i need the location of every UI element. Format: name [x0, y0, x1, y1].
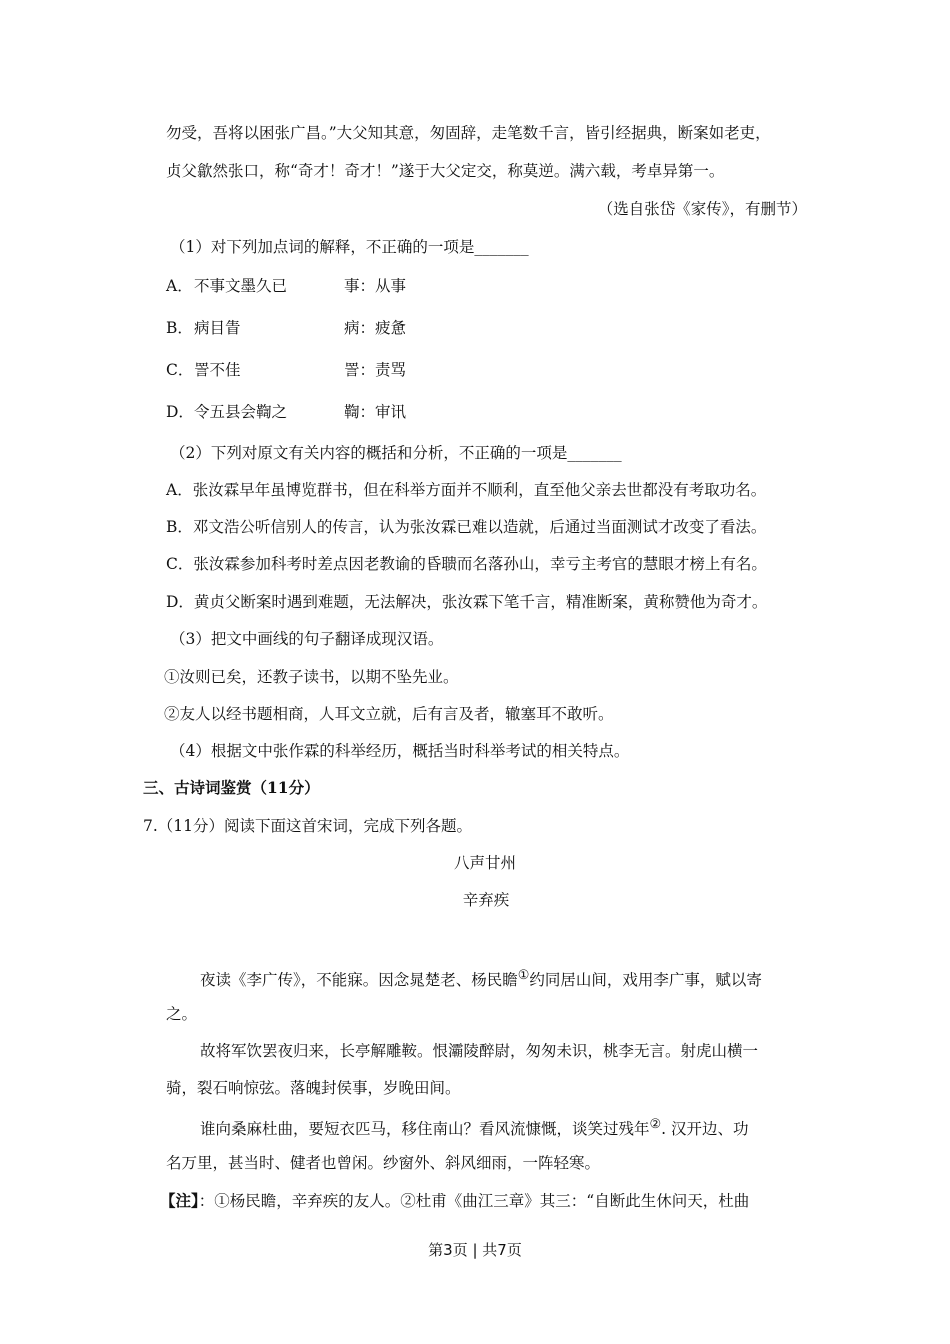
option-letter: D．: [166, 403, 194, 421]
poem-title: 八声甘州: [453, 854, 516, 872]
question-1-stem: （1）对下列加点词的解释，不正确的一项是_______: [170, 238, 529, 256]
poem-preface-line: 之。: [166, 1005, 198, 1023]
poem-note: [160, 1190, 749, 1212]
option-text: 令五县会鞫之: [194, 403, 288, 421]
preface-text: 夜读《李广传》，不能寐。因念晁楚老、杨民瞻: [200, 971, 518, 990]
option-text: 不事文墨久已: [194, 277, 288, 295]
poem-preface-line: [200, 965, 762, 991]
q3-item-2: ②友人以经书题相商，人耳文立就，后有言及者，辙塞耳不敢听。: [164, 705, 614, 723]
q1-option-b: [166, 317, 406, 339]
q3-item-1: ①汝则已矣，还教子读书，以期不坠先业。: [164, 668, 459, 686]
option-letter: C．: [166, 361, 194, 379]
stanza-text: 谁向桑麻杜曲，要短衣匹马，移住南山？看风流慷慨，谈笑过残年: [200, 1120, 650, 1139]
q1-option-c: [166, 359, 406, 381]
question-3-stem: （3）把文中画线的句子翻译成现汉语。: [170, 630, 444, 648]
footnote-marker: ②: [649, 1117, 662, 1132]
section-heading: 三、古诗词鉴赏（11分）: [143, 778, 320, 797]
page-footer: 第3页 | 共7页: [428, 1241, 522, 1259]
option-text: 病目眚: [194, 319, 241, 337]
q2-option-b: B．邓文浩公听信别人的传言，认为张汝霖已难以造就，后通过当面测试才改变了看法。: [166, 518, 767, 536]
poem-stanza-line: 故将军饮罢夜归来，长亭解雕鞍。恨灞陵醉尉，匆匆未识，桃李无言。射虎山横一: [200, 1042, 759, 1060]
question-4-stem: （4）根据文中张作霖的科举经历，概括当时科举考试的相关特点。: [170, 742, 630, 760]
note-label: 【注】: [160, 1191, 199, 1210]
option-gloss: 病：疲惫: [344, 319, 407, 337]
poem-author: 辛弃疾: [462, 891, 510, 909]
option-text: 詈不佳: [194, 361, 241, 379]
q2-option-d: D．黄贞父断案时遇到难题，无法解决，张汝霖下笔千言，精准断案，黄称赞他为奇才。: [166, 593, 768, 611]
poem-stanza-line: [200, 1114, 748, 1140]
question-2-stem: （2）下列对原文有关内容的概括和分析，不正确的一项是_______: [170, 444, 622, 462]
poem-stanza-line: 名万里，甚当时、健者也曾闲。纱窗外、斜风细雨，一阵轻寒。: [166, 1154, 601, 1172]
passage-line: 贞父歙然张口，称“奇才！奇才！”遂于大父定交，称莫逆。满六载，考卓异第一。: [166, 162, 725, 180]
q2-option-c: C．张汝霖参加科考时差点因老教谕的昏聩而名落孙山，幸亏主考官的慧眼才榜上有名。: [166, 555, 767, 573]
q1-option-d: [166, 401, 406, 423]
poem-stanza-line: 骑，裂石响惊弦。落魄封侯事，岁晚田间。: [166, 1079, 461, 1097]
stanza-text: . 汉开边、功: [661, 1120, 749, 1139]
question-7-stem: 7.（11分）阅读下面这首宋词，完成下列各题。: [143, 817, 473, 835]
option-letter: B．: [166, 319, 193, 337]
passage-line: 勿受，吾将以困张广昌。”大父知其意，匆固辞，走笔数千言，皆引经据典，断案如老吏，: [166, 124, 771, 142]
footnote-marker: ①: [517, 968, 530, 983]
passage-source: （选自张岱《家传》，有删节）: [597, 200, 807, 218]
option-gloss: 鞫：审讯: [344, 403, 407, 421]
option-gloss: 事：从事: [344, 277, 407, 295]
q1-option-a: [166, 275, 406, 297]
note-text: ：①杨民瞻，辛弃疾的友人。②杜甫《曲江三章》其三：“自断此生休问天，杜曲: [198, 1192, 750, 1210]
option-gloss: 詈：责骂: [344, 361, 407, 379]
option-letter: A．: [166, 277, 193, 295]
preface-text: 约同居山间，戏用李广事，赋以寄: [529, 971, 762, 990]
q2-option-a: A．张汝霖早年虽博览群书，但在科举方面并不顺利，直至他父亲去世都没有考取功名。: [166, 481, 767, 499]
